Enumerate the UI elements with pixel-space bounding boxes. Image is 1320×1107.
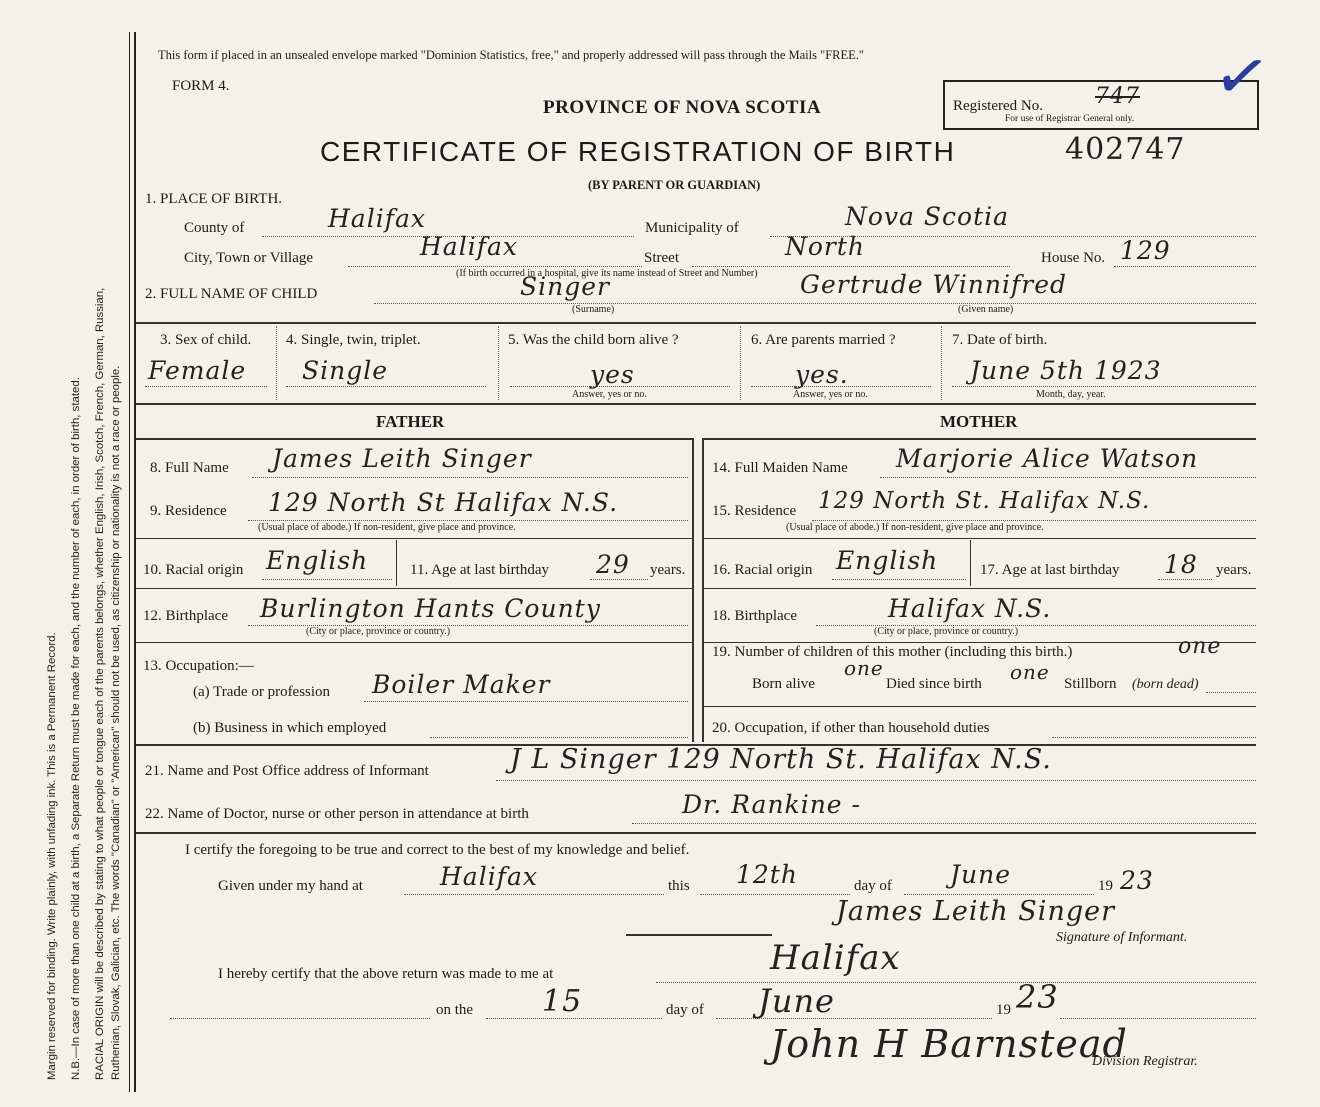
father-age-value: 29 bbox=[596, 550, 630, 579]
child-name-line bbox=[374, 303, 1256, 304]
informant-signature: James Leith Singer bbox=[836, 896, 1115, 927]
sep-5-6 bbox=[740, 326, 741, 400]
mother-birthplace-note: (City or place, province or country.) bbox=[874, 626, 1019, 637]
mother-name-line bbox=[880, 477, 1256, 478]
day-value: 12th bbox=[736, 860, 798, 889]
father-business-line bbox=[430, 737, 688, 738]
return-place-line bbox=[656, 982, 1256, 983]
born-alive-label: 5. Was the child born alive ? bbox=[508, 332, 679, 348]
margin-note-3: RACIAL ORIGIN will be described by stating to what people or tongue each of the parents belongs, whether English, Irish, Scotch, French, German, Russian, bbox=[94, 287, 106, 1080]
rule-row3-bottom bbox=[136, 403, 1256, 405]
father-trade-value: Boiler Maker bbox=[372, 670, 551, 699]
day-of-label: day of bbox=[854, 878, 892, 894]
mother-birthplace-value: Halifax N.S. bbox=[888, 594, 1052, 623]
margin-note-2: N.B.—In case of more than one child at a birth, a Separate Return must be made for each, and the number of each, in order of birth, stated. bbox=[70, 377, 82, 1080]
return-place-value: Halifax bbox=[770, 938, 901, 978]
dob-value: June 5th 1923 bbox=[970, 356, 1162, 385]
given-under-label: Given under my hand at bbox=[218, 878, 363, 894]
return-day-value: 15 bbox=[542, 984, 583, 1019]
mother-race-line bbox=[832, 579, 966, 580]
mother-heading-rule bbox=[704, 438, 1256, 440]
father-rule-12 bbox=[136, 588, 692, 589]
house-value: 129 bbox=[1120, 236, 1171, 265]
plurality-label: 4. Single, twin, triplet. bbox=[286, 332, 421, 348]
sep-6-7 bbox=[941, 326, 942, 400]
province-heading: PROVINCE OF NOVA SCOTIA bbox=[543, 97, 822, 118]
doctor-value: Dr. Rankine - bbox=[682, 790, 861, 819]
doctor-label: 22. Name of Doctor, nurse or other person in attendance at birth bbox=[145, 806, 529, 822]
on-the-label: on the bbox=[436, 1002, 474, 1018]
municipality-label: Municipality of bbox=[645, 220, 739, 236]
return-left-line bbox=[170, 1018, 430, 1019]
county-value: Halifax bbox=[328, 204, 426, 233]
child-surname-value: Singer bbox=[520, 272, 610, 301]
parents-married-value: yes. bbox=[795, 360, 849, 389]
dob-note: Month, day, year. bbox=[1036, 389, 1106, 400]
father-heading: FATHER bbox=[376, 412, 445, 431]
father-trade-line bbox=[364, 701, 688, 702]
child-name-label: 2. FULL NAME OF CHILD bbox=[145, 286, 318, 302]
postal-notice: This form if placed in an unsealed envelope marked "Dominion Statistics, free," and properly addressed will pass through the Mails "FREE." bbox=[158, 48, 865, 62]
this-label: this bbox=[668, 878, 690, 894]
stillborn-line bbox=[1206, 692, 1256, 693]
plurality-value: Single bbox=[302, 356, 389, 385]
mother-occupation-label: 20. Occupation, if other than household duties bbox=[712, 720, 990, 736]
signature-label: Signature of Informant. bbox=[1056, 930, 1188, 945]
died-count-value: one bbox=[1010, 660, 1050, 684]
binding-rule bbox=[134, 32, 136, 1092]
return-year-prefix: 19 bbox=[996, 1002, 1011, 1018]
father-birthplace-label: 12. Birthplace bbox=[143, 608, 228, 624]
year-prefix: 19 bbox=[1098, 878, 1113, 894]
mother-residence-value: 129 North St. Halifax N.S. bbox=[818, 488, 1151, 514]
house-label: House No. bbox=[1041, 250, 1106, 266]
return-month-value: June bbox=[758, 982, 835, 1020]
father-rule-13 bbox=[136, 642, 692, 643]
check-mark-icon: ✓ bbox=[1207, 36, 1276, 119]
plurality-line bbox=[286, 386, 486, 387]
return-year-line bbox=[1060, 1018, 1256, 1019]
mother-race-value: English bbox=[836, 546, 939, 575]
given-place-line bbox=[404, 894, 664, 895]
registered-value: 747 bbox=[1095, 84, 1140, 109]
mother-race-label: 16. Racial origin bbox=[712, 562, 813, 578]
registrar-note: For use of Registrar General only. bbox=[1005, 114, 1135, 124]
father-name-line bbox=[252, 477, 688, 478]
informant-line bbox=[496, 780, 1256, 781]
stillborn-note: (born dead) bbox=[1132, 677, 1199, 692]
father-residence-note: (Usual place of abode.) If non-resident, give place and province. bbox=[258, 522, 516, 533]
given-name-note: (Given name) bbox=[958, 304, 1014, 315]
certify-statement: I certify the foregoing to be true and correct to the best of my knowledge and belief. bbox=[185, 842, 690, 858]
father-residence-line bbox=[248, 520, 688, 521]
signature-dash bbox=[626, 934, 772, 936]
rule-row3-top bbox=[136, 322, 1256, 324]
city-value: Halifax bbox=[420, 232, 518, 261]
children-count-value: one bbox=[1178, 634, 1222, 659]
surname-note: (Surname) bbox=[572, 304, 615, 315]
stillborn-label: Stillborn bbox=[1064, 676, 1117, 692]
father-trade-label: (a) Trade or profession bbox=[193, 684, 331, 700]
mother-occupation-line bbox=[1052, 737, 1256, 738]
father-birthplace-value: Burlington Hants County bbox=[260, 594, 601, 623]
municipality-value: Nova Scotia bbox=[845, 202, 1010, 231]
father-race-line bbox=[262, 579, 392, 580]
mother-birthplace-label: 18. Birthplace bbox=[712, 608, 797, 624]
mother-name-value: Marjorie Alice Watson bbox=[896, 444, 1199, 473]
father-race-sep bbox=[396, 540, 397, 586]
mother-age-label: 17. Age at last birthday bbox=[980, 562, 1120, 578]
city-label: City, Town or Village bbox=[184, 250, 314, 266]
mother-heading: MOTHER bbox=[940, 412, 1018, 431]
margin-note-4: Ruthenian, Slovak, Galician, etc. The words "Canadian" or "American" should not be used, as citizenship or nationality is not a race or people. bbox=[110, 365, 122, 1080]
sep-3-4 bbox=[276, 326, 277, 400]
informant-value: J L Singer 129 North St. Halifax N.S. bbox=[510, 744, 1052, 775]
column-divider-right bbox=[702, 438, 704, 742]
form-number: FORM 4. bbox=[172, 78, 230, 94]
day-line bbox=[700, 894, 850, 895]
certificate-title: CERTIFICATE OF REGISTRATION OF BIRTH bbox=[320, 136, 956, 167]
father-age-label: 11. Age at last birthday bbox=[410, 562, 549, 578]
father-occupation-label: 13. Occupation:— bbox=[143, 658, 254, 674]
father-rule-10 bbox=[136, 538, 692, 539]
married-line bbox=[751, 386, 931, 387]
sep-4-5 bbox=[498, 326, 499, 400]
born-alive-line bbox=[510, 386, 730, 387]
margin-note-1: Margin reserved for binding. Write plainly, with unfading ink. This is a Permanent Record. bbox=[46, 632, 58, 1080]
father-residence-value: 129 North St Halifax N.S. bbox=[268, 488, 619, 517]
mother-residence-note: (Usual place of abode.) If non-resident, give place and province. bbox=[786, 522, 1044, 533]
column-divider-left bbox=[692, 438, 694, 742]
given-place-value: Halifax bbox=[440, 862, 538, 891]
street-label: Street bbox=[644, 250, 679, 266]
sex-label: 3. Sex of child. bbox=[160, 332, 252, 348]
mother-rule-16 bbox=[704, 538, 1256, 539]
father-age-line bbox=[590, 579, 648, 580]
father-age-unit: years. bbox=[650, 562, 686, 578]
died-count-label: Died since birth bbox=[886, 676, 982, 692]
born-alive-count-label: Born alive bbox=[752, 676, 815, 692]
year-value: 23 bbox=[1120, 866, 1154, 895]
born-alive-count-value: one bbox=[844, 656, 884, 680]
mother-residence-label: 15. Residence bbox=[712, 503, 797, 519]
born-alive-note: Answer, yes or no. bbox=[572, 389, 647, 400]
binding-rule-inner bbox=[129, 32, 130, 1092]
parents-married-label: 6. Are parents married ? bbox=[751, 332, 896, 348]
hospital-note: (If birth occurred in a hospital, give its name instead of Street and Number) bbox=[456, 268, 758, 279]
mother-rule-19 bbox=[704, 642, 1256, 643]
street-line bbox=[692, 266, 1010, 267]
month-value: June bbox=[950, 860, 1012, 889]
dob-label: 7. Date of birth. bbox=[952, 332, 1048, 348]
father-race-label: 10. Racial origin bbox=[143, 562, 244, 578]
mother-rule-18 bbox=[704, 588, 1256, 589]
registrar-label: Division Registrar. bbox=[1092, 1054, 1198, 1069]
father-heading-rule bbox=[136, 438, 692, 440]
father-residence-label: 9. Residence bbox=[150, 503, 227, 519]
father-name-value: James Leith Singer bbox=[272, 444, 532, 473]
return-year-value: 23 bbox=[1016, 978, 1059, 1016]
return-day-of-label: day of bbox=[666, 1002, 704, 1018]
mother-residence-line bbox=[812, 520, 1256, 521]
mother-age-line bbox=[1158, 579, 1212, 580]
child-given-value: Gertrude Winnifred bbox=[800, 270, 1068, 299]
mother-rule-20 bbox=[704, 706, 1256, 707]
parents-married-note: Answer, yes or no. bbox=[793, 389, 868, 400]
doctor-line bbox=[632, 823, 1256, 824]
father-name-label: 8. Full Name bbox=[150, 460, 229, 476]
county-label: County of bbox=[184, 220, 245, 236]
sex-line bbox=[145, 386, 267, 387]
city-line bbox=[348, 266, 642, 267]
dob-line bbox=[952, 386, 1256, 387]
father-birthplace-note: (City or place, province or country.) bbox=[306, 626, 451, 637]
mother-name-label: 14. Full Maiden Name bbox=[712, 460, 848, 476]
month-line bbox=[904, 894, 1094, 895]
registrar-signature: John H Barnstead bbox=[770, 1022, 1128, 1066]
sex-value: Female bbox=[148, 356, 247, 385]
registered-label: Registered No. bbox=[953, 98, 1043, 114]
born-alive-value: yes bbox=[590, 360, 635, 389]
mother-age-value: 18 bbox=[1164, 550, 1198, 579]
rule-certification-top bbox=[136, 832, 1256, 834]
certificate-number: 402747 bbox=[1065, 132, 1186, 167]
house-line bbox=[1114, 266, 1256, 267]
informant-label: 21. Name and Post Office address of Informant bbox=[145, 763, 429, 779]
father-race-value: English bbox=[266, 546, 369, 575]
place-of-birth-heading: 1. PLACE OF BIRTH. bbox=[145, 191, 283, 207]
return-certify-label: I hereby certify that the above return was made to me at bbox=[218, 966, 554, 982]
mother-age-unit: years. bbox=[1216, 562, 1252, 578]
certificate-subtitle: (BY PARENT OR GUARDIAN) bbox=[588, 178, 761, 192]
children-count-label: 19. Number of children of this mother (including this birth.) bbox=[712, 644, 1073, 660]
street-value: North bbox=[785, 232, 866, 261]
mother-race-sep bbox=[970, 540, 971, 586]
father-business-label: (b) Business in which employed bbox=[193, 720, 387, 736]
